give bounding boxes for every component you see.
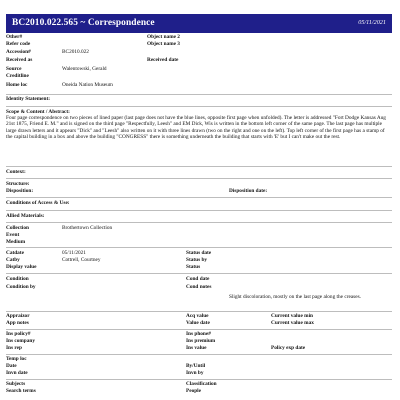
invn-date-label: Invn date [6, 370, 28, 376]
policy-exp-date-label: Policy exp date [271, 345, 306, 351]
divider [6, 273, 392, 274]
record-header-bar [6, 14, 392, 33]
people-label: People [186, 388, 202, 394]
divider [6, 311, 392, 312]
catby-value: Cottrell, Courtney [62, 257, 101, 263]
record-title: BC2010.022.565 ~ Correspondence [12, 18, 155, 29]
divider [6, 329, 392, 330]
by-until-label: By/Until [186, 363, 206, 369]
divider [6, 222, 392, 223]
allied-materials-label: Allied Materials: [6, 213, 45, 219]
received-date-label: Received date [147, 57, 179, 63]
creditline-label: Creditline [6, 73, 29, 79]
cond-notes-text: Slight discoloration, mostly on the last page along the creases. [229, 294, 361, 300]
object-name-3-label: Object name 3 [147, 41, 180, 47]
app-notes-label: App notes [6, 320, 29, 326]
divider [6, 106, 392, 107]
ins-phone-label: Ins phone# [186, 331, 211, 337]
scope-content-label: Scope & Content / Abstract: [6, 109, 70, 115]
home-loc-value: Oneida Nation Museum [62, 82, 113, 88]
structure-label: Structure: [6, 181, 30, 187]
ins-company-label: Ins company [6, 338, 35, 344]
status-label: Status [186, 264, 201, 270]
event-label: Event [6, 232, 20, 238]
search-terms-label: Search terms [6, 388, 36, 394]
subjects-label: Subjects [6, 381, 26, 387]
current-value-max-label: Current value max [271, 320, 314, 326]
refer-code-label: Refer code [6, 41, 31, 47]
catby-label: Catby [6, 257, 20, 263]
collection-value: Brothertown Collection [62, 225, 113, 231]
record-print-date: 05/11/2021 [358, 19, 386, 27]
divider [6, 379, 392, 380]
ins-rep-label: Ins rep [6, 345, 22, 351]
catdate-label: Catdate [6, 250, 24, 256]
divider [6, 210, 392, 211]
condition-label: Condition [6, 276, 29, 282]
current-value-min-label: Current value min [271, 313, 313, 319]
display-value-label: Display value [6, 264, 37, 270]
disposition-date-label: Disposition date: [229, 188, 268, 194]
ins-premium-label: Ins premium [186, 338, 216, 344]
medium-label: Medium [6, 239, 26, 245]
received-as-label: Received as [6, 57, 33, 63]
accession-value: BC2010.022 [62, 49, 89, 55]
acq-value-label: Acq value [186, 313, 209, 319]
collection-label: Collection [6, 225, 29, 231]
conditions-access-label: Conditions of Access & Use: [6, 200, 70, 206]
divider [6, 197, 392, 198]
ins-policy-label: Ins policy# [6, 331, 31, 337]
temp-loc-label: Temp loc [6, 356, 27, 362]
classification-label: Classification [186, 381, 217, 387]
catdate-value: 05/11/2021 [62, 250, 86, 256]
context-label: Context: [6, 169, 26, 175]
appraiser-label: Appraizor [6, 313, 30, 319]
invn-by-label: Invn by [186, 370, 204, 376]
cond-date-label: Cond date [186, 276, 210, 282]
source-label: Source [6, 66, 22, 72]
scope-content-text: Four page correspondence on two pieces of lined paper (last page does not have the blue lines, opposite first page when unfolded). The letter is addressed "Fort Dodge Kansas Aug 21st 1875, Friend E. M." and is signed on the third page "Respectfully, Leesh" and EM Dick, Wis is written in the bottom left corner of the same page. The last page has multiple large drawn letters and it appears "Dick" and "Leesh" also written on it with three lines drawn (two on the right and one on the left). Top left corner of the first page has a stamp of the capital building in a box and above the building "CONGRESS" there is something underneath the building that starts with 'E' but I can't make out the rest. [6, 115, 386, 140]
divider [6, 247, 392, 248]
status-date-label: Status date [186, 250, 212, 256]
value-date-label: Value date [186, 320, 210, 326]
divider [6, 178, 392, 179]
divider [6, 94, 392, 95]
source-value: Walentowski, Gerald [62, 66, 107, 72]
divider [6, 354, 392, 355]
accession-label: Accession# [6, 49, 31, 55]
home-loc-label: Home loc [6, 82, 28, 88]
cond-notes-label: Cond notes [186, 284, 212, 290]
date-label: Date [6, 363, 17, 369]
object-name-2-label: Object name 2 [147, 34, 180, 40]
ins-value-label: Ins value [186, 345, 207, 351]
other-number-label: Other# [6, 34, 23, 40]
divider [6, 166, 392, 167]
identity-statement-label: Identity Statement: [6, 96, 50, 102]
condition-by-label: Condition by [6, 284, 36, 290]
disposition-label: Disposition: [6, 188, 34, 194]
status-by-label: Status by [186, 257, 208, 263]
